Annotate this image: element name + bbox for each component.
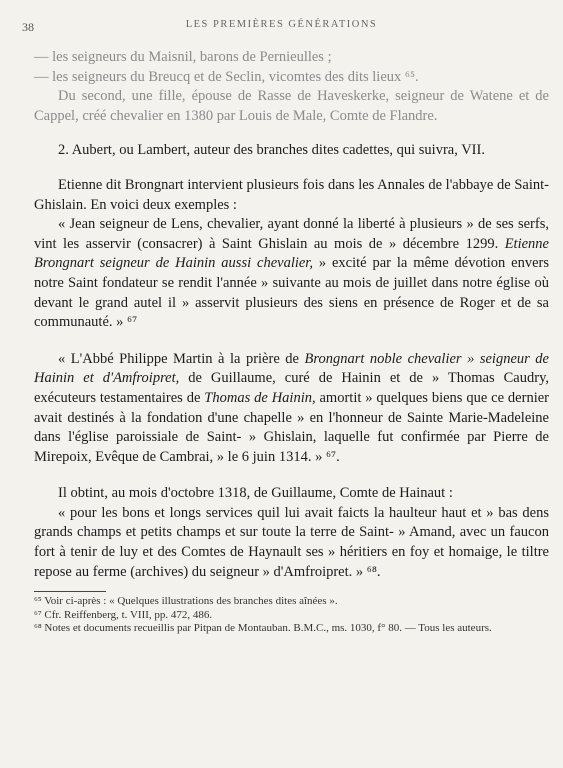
- page-number: 38: [22, 20, 34, 34]
- footnotes: [34, 595, 549, 636]
- page-body: [34, 48, 549, 636]
- quote-2-italic-1: Brongnart noble chevalier » seigneur de Hainin et d'Amfroipret,: [34, 350, 549, 387]
- lineage-line-2: — les seigneurs du Breucq et de Seclin, vicomtes des dits lieux ⁶⁵.: [34, 68, 419, 85]
- paragraph-guillaume: Il obtint, au mois d'octobre 1318, de Guillaume, Comte de Hainaut :: [58, 485, 453, 502]
- footnote-65: ⁶⁵ Voir ci-après : « Quelques illustrations des branches dites aînées ».: [34, 595, 338, 608]
- item-2-aubert: 2. Aubert, ou Lambert, auteur des branches dites cadettes, qui suivra, VII.: [58, 142, 485, 159]
- footnote-67: ⁶⁷ Cfr. Reiffenberg, t. VIII, pp. 472, 486.: [34, 608, 213, 621]
- quote-2-italic-2: Thomas de Hainin,: [204, 389, 316, 406]
- footnote-separator: [34, 591, 106, 592]
- lineage-daughter: Du second, une fille, épouse de Rasse de Haveskerke, seigneur de Watene et de Cappel, créé chevalier en 1380 par Louis de Male, Comte de Flandre.: [34, 88, 549, 124]
- quote-jean-de-lens: « Jean seigneur de Lens, chevalier, ayant donné la liberté à plusieurs » de ses serfs, vint les asservir (consacrer) à Saint Ghislain au mois de » décembre 1299. Etienne Brongnart seigneur de Hainin aussi chevalier, » excité par la même dévotion envers notre Saint fondateur se rendit l'année » suivante au mois de juillet dans notre église où devant le grand autel il » asservit plusieurs des siens en présence de Roger et de sa communauté. » ⁶⁷: [34, 216, 549, 331]
- quote-1-italic: Etienne Brongnart seigneur de Hainin aussi chevalier,: [34, 235, 549, 272]
- paragraph-brongnart: Etienne dit Brongnart intervient plusieurs fois dans les Annales de l'abbaye de Saint-Ghislain. En voici deux exemples :: [34, 176, 549, 213]
- footnote-68: ⁶⁸ Notes et documents recueillis par Pitpan de Montauban. B.M.C., ms. 1030, f° 80. — Tous les auteurs.: [34, 622, 492, 635]
- quote-philippe-martin: « L'Abbé Philippe Martin à la prière de Brongnart noble chevalier » seigneur de Hainin et d'Amfroipret, de Guillaume, curé de Hainin et de » Thomas Caudry, exécuteurs testamentaires de Thomas de Hainin, amortit » quelques biens que ce dernier avait destinés à la fondation d'une chapelle » en l'honneur de Sainte Marie-Madeleine dans l'église paroissiale de Saint- » Ghislain, laquelle fut confirmée par Pierre de Mirepoix, Evêque de Cambrai, » le 6 juin 1314. » ⁶⁷.: [34, 350, 550, 465]
- running-head: LES PREMIÈRES GÉNÉRATIONS: [185, 19, 378, 30]
- quote-faucon: « pour les bons et longs services quil lui avait faicts la haulteur haut et » bas dens grands champs et petits champs et sur toute la terre de Saint- » Amand, avec un faucon fort à tenir de luy et des Comtes de Haynault ses » héritiers en foy et homaige, le tiltre repose au ferme (archives) du seigneur » d'Amfroipret. » ⁶⁸.: [34, 504, 549, 580]
- lineage-line-1: — les seigneurs du Maisnil, barons de Pernieulles ;: [34, 49, 332, 65]
